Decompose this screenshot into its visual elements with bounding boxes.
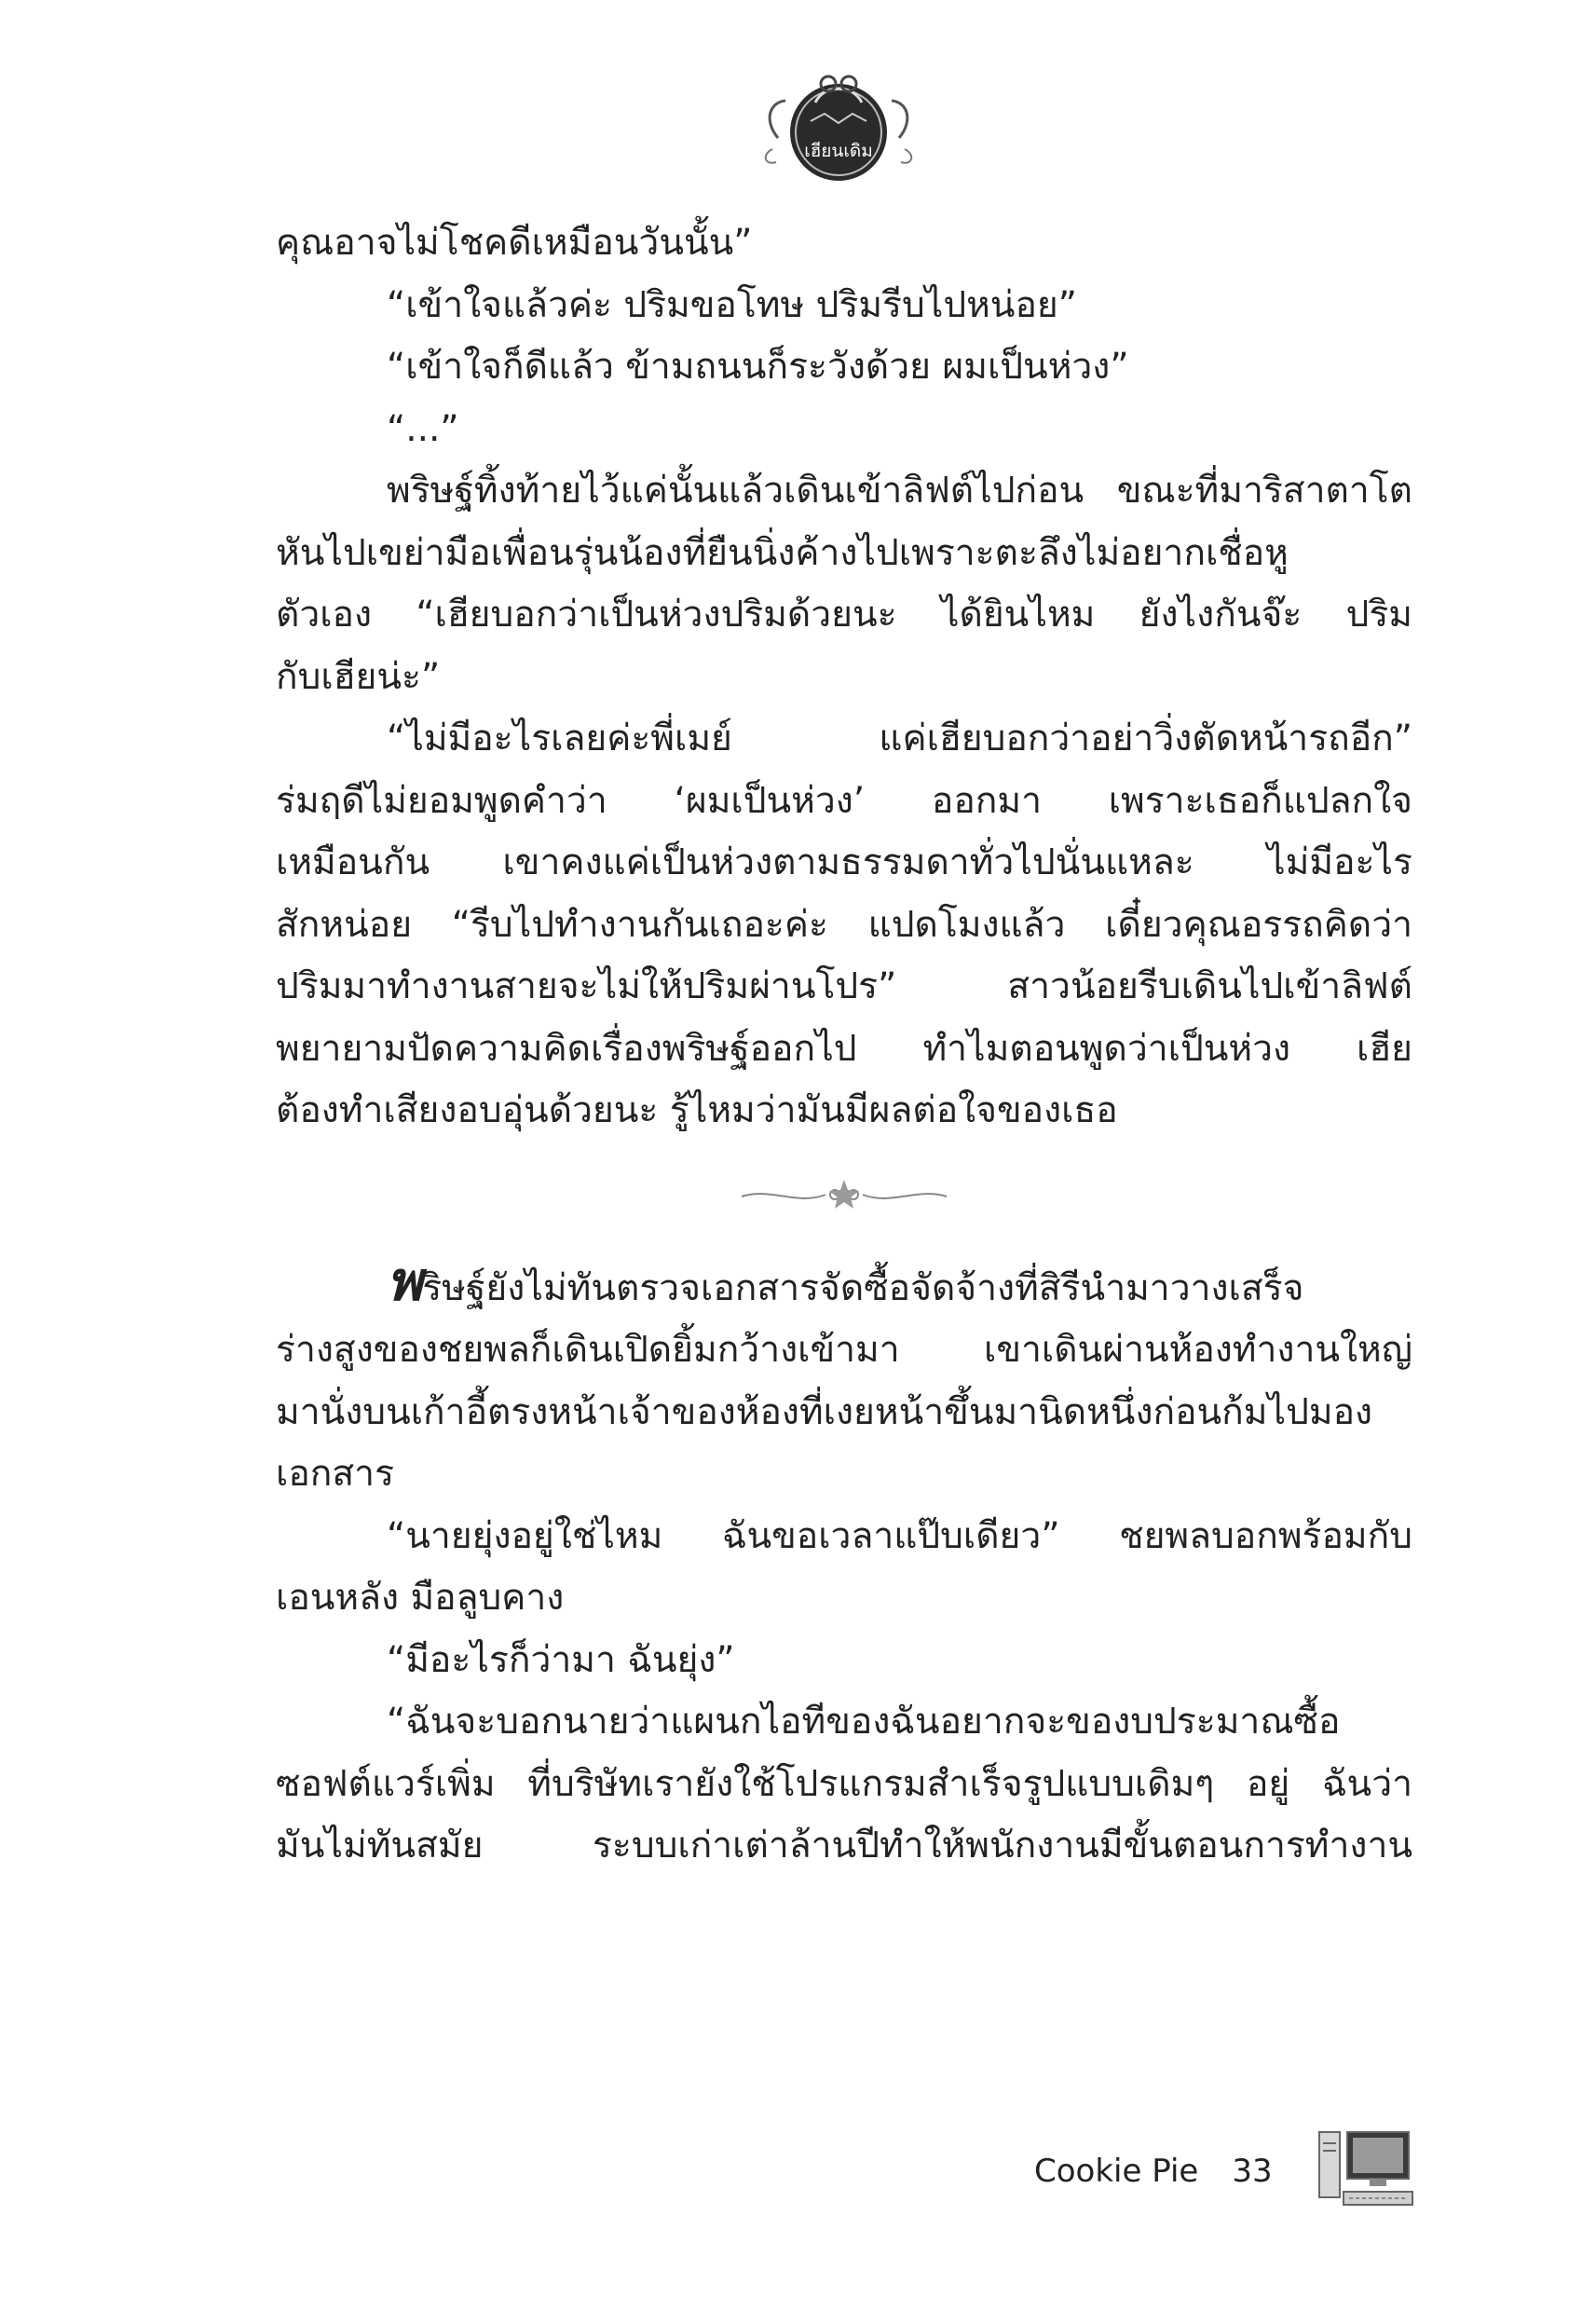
- text-line: คุณอาจไม่โชคดีเหมือนวันนั้น”: [276, 222, 753, 264]
- text-line: “นายยุ่งอยู่ใช่ไหม ฉันขอเวลาแป๊บเดียว” ชยพลบอกพร้อมกับ: [387, 1514, 1412, 1557]
- text-line: “มีอะไรก็ว่ามา ฉันยุ่ง”: [387, 1638, 735, 1681]
- body-text: [276, 212, 1412, 1878]
- text-line: มานั่งบนเก้าอี้ตรงหน้าเจ้าของห้องที่เงยหน้าขึ้นมานิดหนึ่งก่อนก้มไปมอง: [276, 1390, 1373, 1433]
- section-break: [276, 1142, 1412, 1258]
- text-line: เหมือนกัน เขาคงแค่เป็นห่วงตามธรรมดาทั่วไปนั่นแหละ ไม่มีอะไร: [276, 841, 1412, 883]
- text-line: “ไม่มีอะไรเลยค่ะพี่เมย์ แค่เฮียบอกว่าอย่าวิ่งตัดหน้ารถอีก”: [387, 718, 1412, 759]
- text-line: “เข้าใจก็ดีแล้ว ข้ามถนนก็ระวังด้วย ผมเป็นห่วง”: [387, 346, 1129, 388]
- text-line: ตัวเอง “เฮียบอกว่าเป็นห่วงปริมด้วยนะ ได้ยินไหม ยังไงกันจ๊ะ ปริม: [276, 594, 1412, 636]
- text-line: ซอฟต์แวร์เพิ่ม ที่บริษัทเรายังใช้โปรแกรมสำเร็จรูปแบบเดิมๆ อยู่ ฉันว่า: [276, 1762, 1412, 1805]
- flourish-divider-icon: [732, 1174, 956, 1215]
- text-line: ปริมมาทำงานสายจะไม่ให้ปริมผ่านโปร” สาวน้อยรีบเดินไปเข้าลิฟต์: [276, 965, 1412, 1007]
- page-footer: [1034, 2153, 1273, 2190]
- emblem-seal-icon: [759, 65, 918, 186]
- text-line: พริษฐ์ทิ้งท้ายไว้แค่นั้นแล้วเดินเข้าลิฟต์ไปก่อน ขณะที่มาริสาตาโต: [387, 470, 1412, 512]
- text-line: ร่างสูงของชยพลก็เดินเปิดยิ้มกว้างเข้ามา เขาเดินผ่านห้องทำงานใหญ่: [276, 1329, 1412, 1371]
- text-line: มันไม่ทันสมัย ระบบเก่าเต่าล้านปีทำให้พนักงานมีขั้นตอนการทำงาน: [276, 1825, 1412, 1867]
- text-line: ร่มฤดีไม่ยอมพูดคำว่า ‘ผมเป็นห่วง’ ออกมา เพราะเธอก็แปลกใจ: [276, 779, 1412, 822]
- text-line: [276, 1249, 1412, 1320]
- text-line: กับเฮียน่ะ”: [276, 655, 441, 698]
- page-number: 33: [1232, 2153, 1273, 2190]
- text-line: ต้องทำเสียงอบอุ่นด้วยนะ รู้ไหมว่ามันมีผลต่อใจของเธอ: [276, 1089, 1118, 1131]
- text-line: “ฉันจะบอกนายว่าแผนกไอทีของฉันอยากจะของบประมาณซื้อ: [387, 1701, 1341, 1743]
- text-line: เอนหลัง มือลูบคาง: [276, 1577, 565, 1619]
- computer-icon: [1316, 2125, 1416, 2218]
- text-line: หันไปเขย่ามือเพื่อนรุ่นน้องที่ยืนนิ่งค้างไปเพราะตะลึงไม่อยากเชื่อหู: [276, 531, 1289, 574]
- emblem-text: เฮียนเดิม: [804, 141, 873, 161]
- book-title: Cookie Pie: [1034, 2153, 1199, 2190]
- text-line: “...”: [387, 407, 459, 450]
- text-line: เอกสาร: [276, 1453, 395, 1495]
- drop-cap: พ: [387, 1249, 423, 1313]
- text-line-rest: ริษฐ์ยังไม่ทันตรวจเอกสารจัดซื้อจัดจ้างที่สิรีนำมาวางเสร็จ: [422, 1266, 1304, 1309]
- text-line: พยายามปัดความคิดเรื่องพริษฐ์ออกไป ทำไมตอนพูดว่าเป็นห่วง เฮีย: [276, 1027, 1412, 1070]
- text-line: สักหน่อย “รีบไปทำงานกันเถอะค่ะ แปดโมงแล้ว เดี๋ยวคุณอรรถคิดว่า: [276, 903, 1412, 946]
- text-line: “เข้าใจแล้วค่ะ ปริมขอโทษ ปริมรีบไปหน่อย”: [387, 283, 1077, 326]
